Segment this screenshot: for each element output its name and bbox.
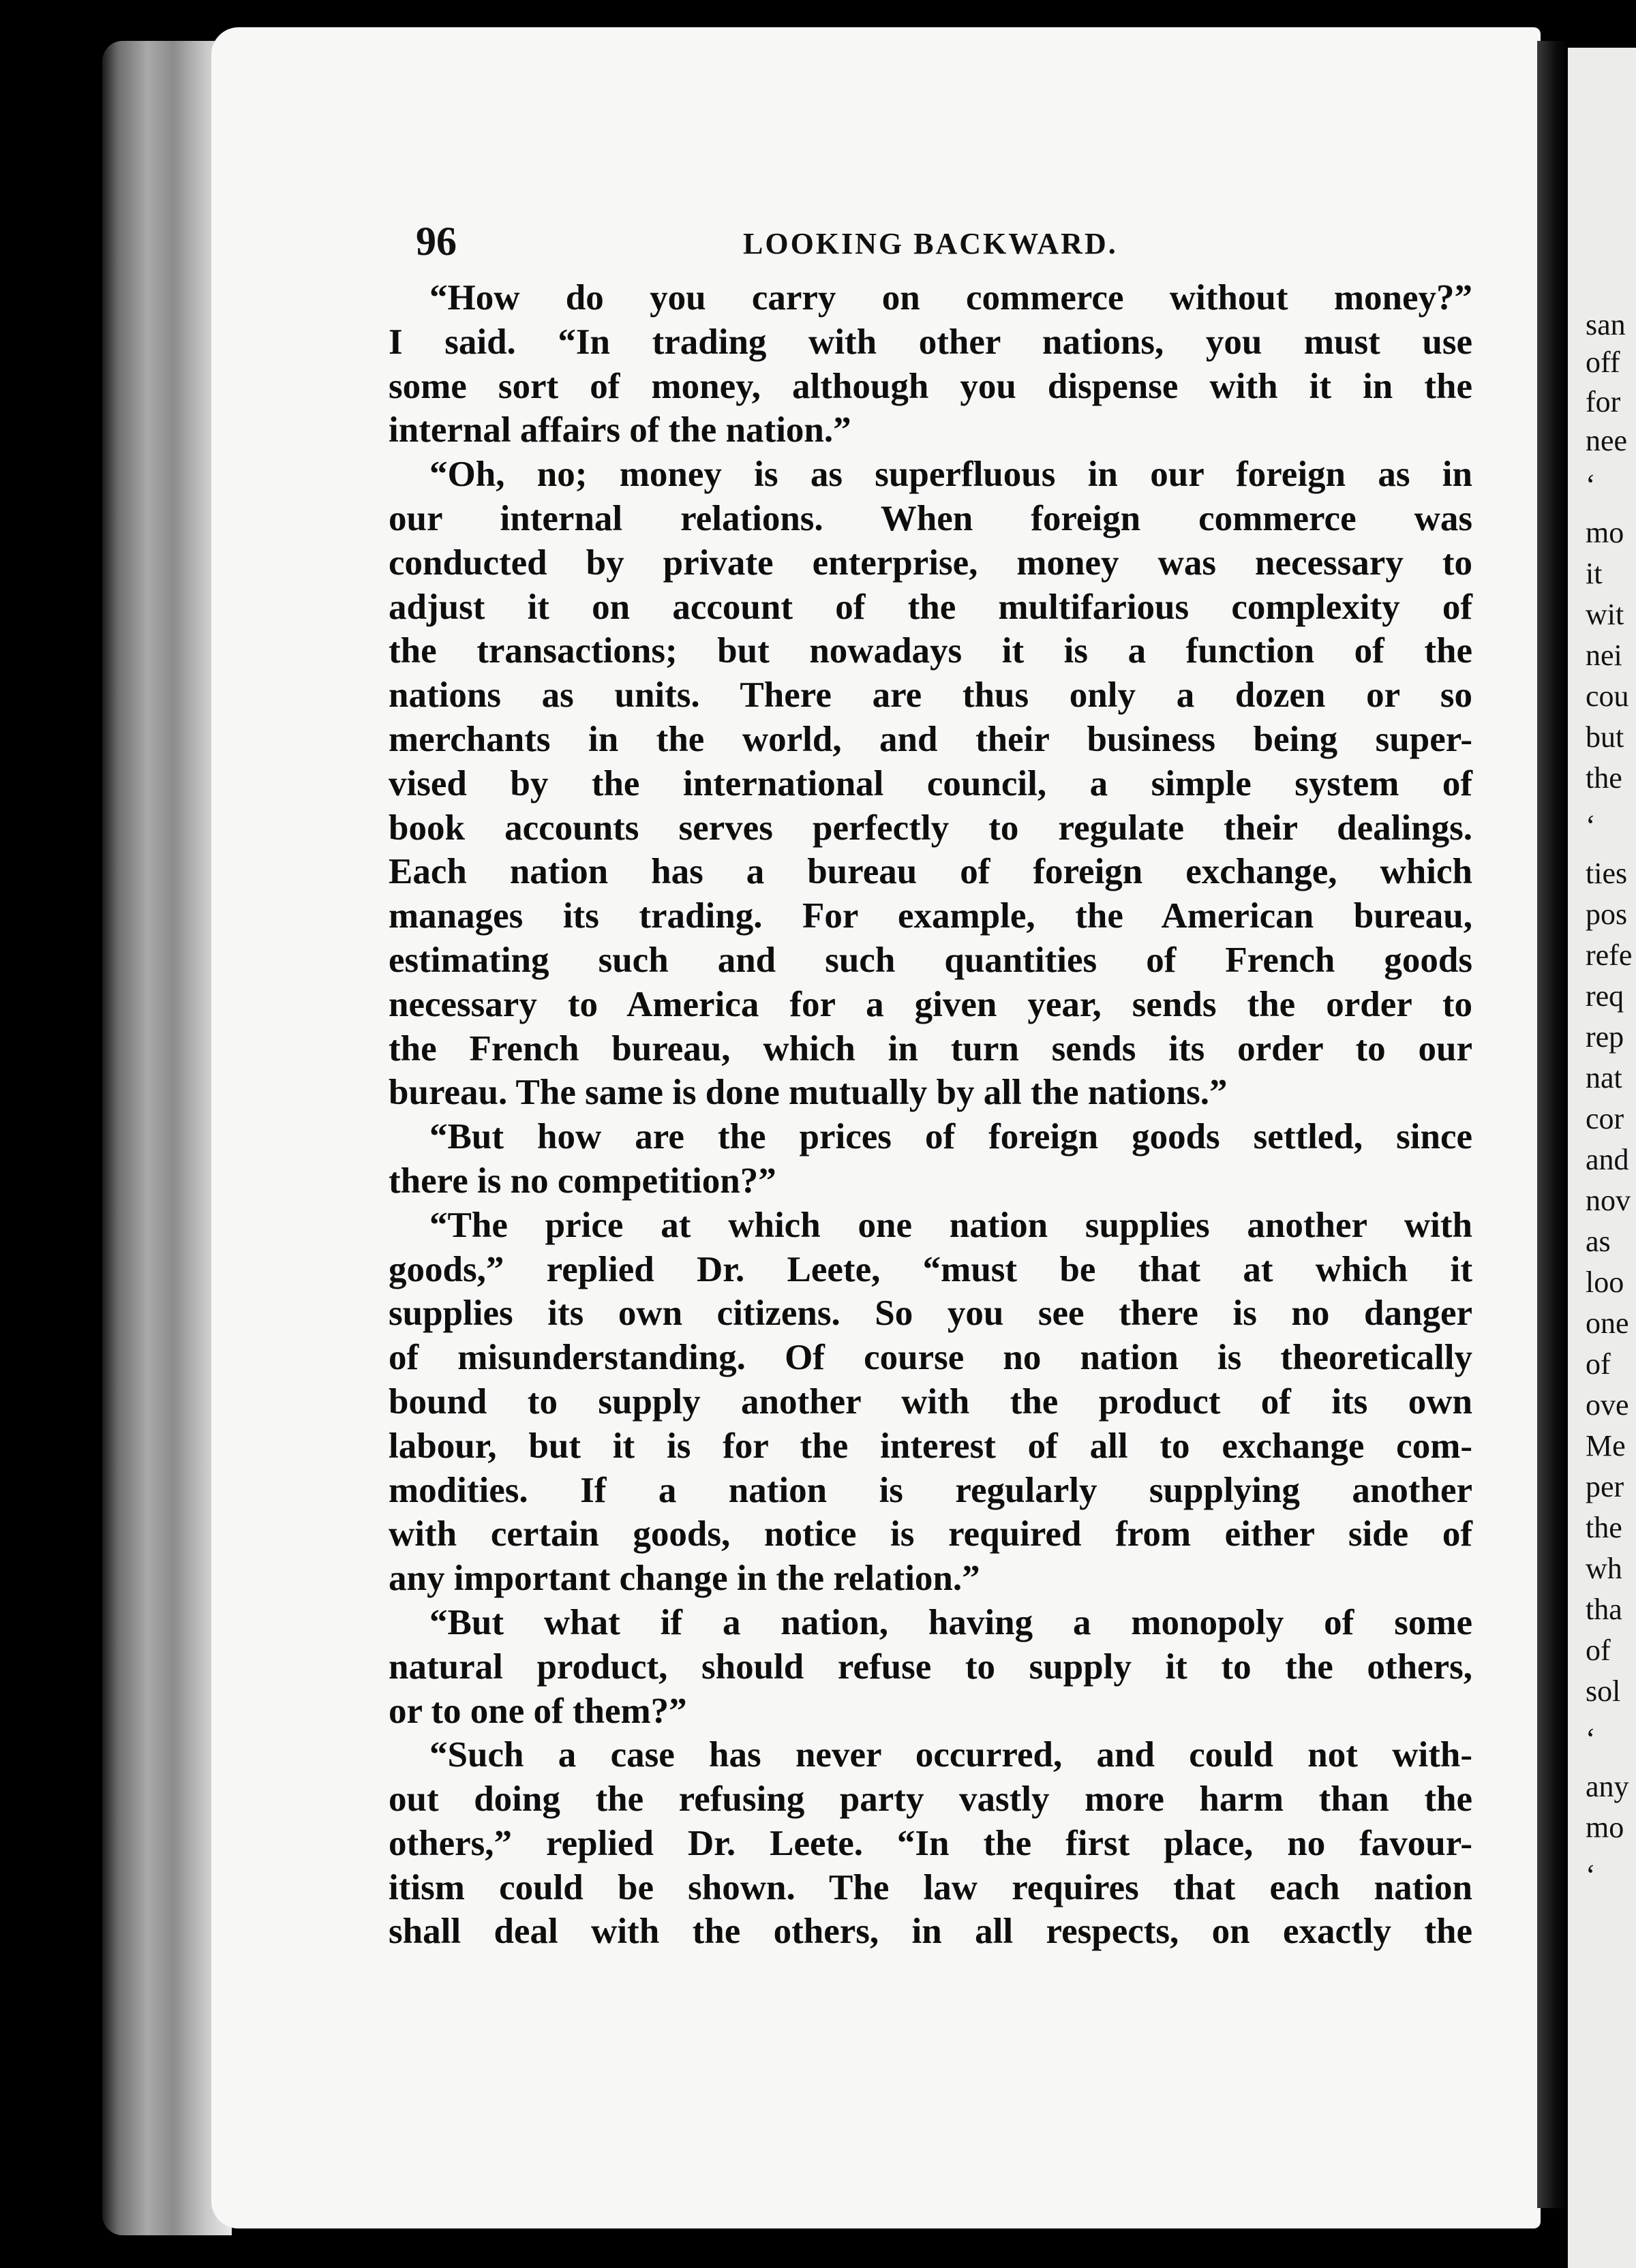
facing-page-text-fragment: per xyxy=(1586,1470,1624,1503)
text-line: merchants in the world, and their business being super- xyxy=(389,719,1472,759)
text-line: necessary to America for a given year, sends the order to xyxy=(389,984,1472,1024)
facing-page-text-fragment: nov xyxy=(1586,1184,1631,1217)
text-line: labour, but it is for the interest of all to exchange com- xyxy=(389,1426,1472,1466)
text-line: itism could be shown. The law requires that each nation xyxy=(389,1867,1472,1907)
text-line: shall deal with the others, in all respects, on exactly the xyxy=(389,1912,1472,1952)
text-line: bureau. The same is done mutually by all the nations.” xyxy=(389,1073,1228,1113)
facing-page-text-fragment: Me xyxy=(1586,1429,1626,1462)
text-line: estimating such and such quantities of French goods xyxy=(389,940,1472,980)
facing-page-text-fragment: mo xyxy=(1586,1811,1624,1844)
facing-page-text-fragment: wit xyxy=(1586,598,1624,631)
text-line: or to one of them?” xyxy=(389,1691,687,1731)
text-line: vised by the international council, a simple system of xyxy=(389,763,1472,803)
facing-page-text-fragment: as xyxy=(1586,1225,1611,1258)
text-line: out doing the refusing party vastly more harm than the xyxy=(389,1779,1472,1820)
facing-page-text-fragment: one xyxy=(1586,1306,1629,1340)
facing-page-text-fragment: rep xyxy=(1586,1020,1624,1054)
text-line: Each nation has a bureau of foreign exchange, which xyxy=(389,852,1472,892)
text-line: there is no competition?” xyxy=(389,1161,776,1201)
facing-page-text-fragment: refe xyxy=(1586,938,1633,972)
facing-page-text-fragment: the xyxy=(1586,1511,1622,1544)
facing-page-text-fragment: of xyxy=(1586,1347,1611,1381)
text-line: I said. “In trading with other nations, you must use xyxy=(389,322,1472,362)
book-gutter xyxy=(1537,41,1568,2208)
text-line: the transactions; but nowadays it is a function of the xyxy=(389,631,1472,671)
text-line: adjust it on account of the multifarious complexity of xyxy=(389,587,1472,627)
text-line: our internal relations. When foreign commerce was xyxy=(389,498,1472,538)
text-line: with certain goods, notice is required from either side of xyxy=(389,1514,1472,1554)
facing-page-text-fragment: sol xyxy=(1586,1674,1621,1708)
facing-page-text-fragment: off xyxy=(1586,346,1620,379)
text-line: modities. If a nation is regularly supplying another xyxy=(389,1470,1472,1510)
facing-page-text-fragment: pos xyxy=(1586,898,1628,931)
facing-page-fragment xyxy=(1568,48,1636,2268)
text-line: “Such a case has never occurred, and could not with- xyxy=(429,1735,1472,1775)
text-line: conducted by private enterprise, money was necessary to xyxy=(389,542,1472,583)
text-line: of misunderstanding. Of course no nation is theoretically xyxy=(389,1338,1472,1378)
text-line: “But how are the prices of foreign goods settled, since xyxy=(429,1117,1472,1157)
text-line: manages its trading. For example, the American bureau, xyxy=(389,896,1472,936)
facing-page-text-fragment: san xyxy=(1586,308,1626,341)
facing-page-text-fragment: ‘ xyxy=(1586,1858,1596,1892)
facing-page-text-fragment: ‘ xyxy=(1586,1722,1596,1756)
facing-page-text-fragment: loo xyxy=(1586,1266,1624,1299)
facing-page-text-fragment: ove xyxy=(1586,1388,1629,1422)
facing-page-text-fragment: but xyxy=(1586,720,1624,754)
text-line: internal affairs of the nation.” xyxy=(389,410,851,450)
facing-page-text-fragment: the xyxy=(1586,761,1622,795)
facing-page-text-fragment: tha xyxy=(1586,1593,1622,1626)
body-text xyxy=(389,276,1472,1954)
text-line: bound to supply another with the product of its own xyxy=(389,1381,1472,1422)
facing-page-text-fragment: it xyxy=(1586,557,1603,590)
facing-page-text-fragment: ‘ xyxy=(1586,809,1596,842)
text-line: others,” replied Dr. Leete. “In the first place, no favour- xyxy=(389,1823,1472,1863)
text-line: the French bureau, which in turn sends its order to our xyxy=(389,1028,1472,1069)
running-title: LOOKING BACKWARD. xyxy=(743,227,1118,260)
facing-page-text-fragment: nei xyxy=(1586,639,1622,672)
facing-page-text-fragment: any xyxy=(1586,1770,1629,1803)
text-line: goods,” replied Dr. Leete, “must be that at which it xyxy=(389,1249,1472,1289)
facing-page-text-fragment: cou xyxy=(1586,679,1629,713)
text-line: “The price at which one nation supplies another with xyxy=(429,1205,1472,1245)
text-line: supplies its own citizens. So you see there is no danger xyxy=(389,1293,1472,1334)
facing-page-text-fragment: nat xyxy=(1586,1061,1622,1094)
facing-page-text-fragment: ‘ xyxy=(1586,468,1596,502)
page-number: 96 xyxy=(416,219,457,264)
text-line: any important change in the relation.” xyxy=(389,1559,980,1599)
text-line: “Oh, no; money is as superfluous in our foreign as in xyxy=(429,455,1472,495)
text-line: natural product, should refuse to supply it to the others, xyxy=(389,1646,1472,1687)
text-line: book accounts serves perfectly to regulate their dealings. xyxy=(389,808,1472,848)
facing-page-text-fragment: and xyxy=(1586,1143,1629,1176)
facing-page-text-fragment: nee xyxy=(1586,424,1628,457)
text-line: “But what if a nation, having a monopoly of some xyxy=(429,1602,1472,1642)
text-line: nations as units. There are thus only a dozen or so xyxy=(389,675,1472,716)
facing-page-text-fragment: of xyxy=(1586,1634,1611,1667)
facing-page-text-fragment: cor xyxy=(1586,1102,1624,1135)
text-line: some sort of money, although you dispense with it in the xyxy=(389,366,1472,406)
text-line: “How do you carry on commerce without money?” xyxy=(429,278,1472,318)
facing-page-text-fragment: ties xyxy=(1586,857,1628,890)
facing-page-text-fragment: mo xyxy=(1586,516,1624,549)
facing-page-text-fragment: for xyxy=(1586,385,1621,418)
facing-page-text-fragment: wh xyxy=(1586,1552,1622,1585)
facing-page-text-fragment: req xyxy=(1586,979,1624,1013)
page-header xyxy=(211,218,1541,266)
